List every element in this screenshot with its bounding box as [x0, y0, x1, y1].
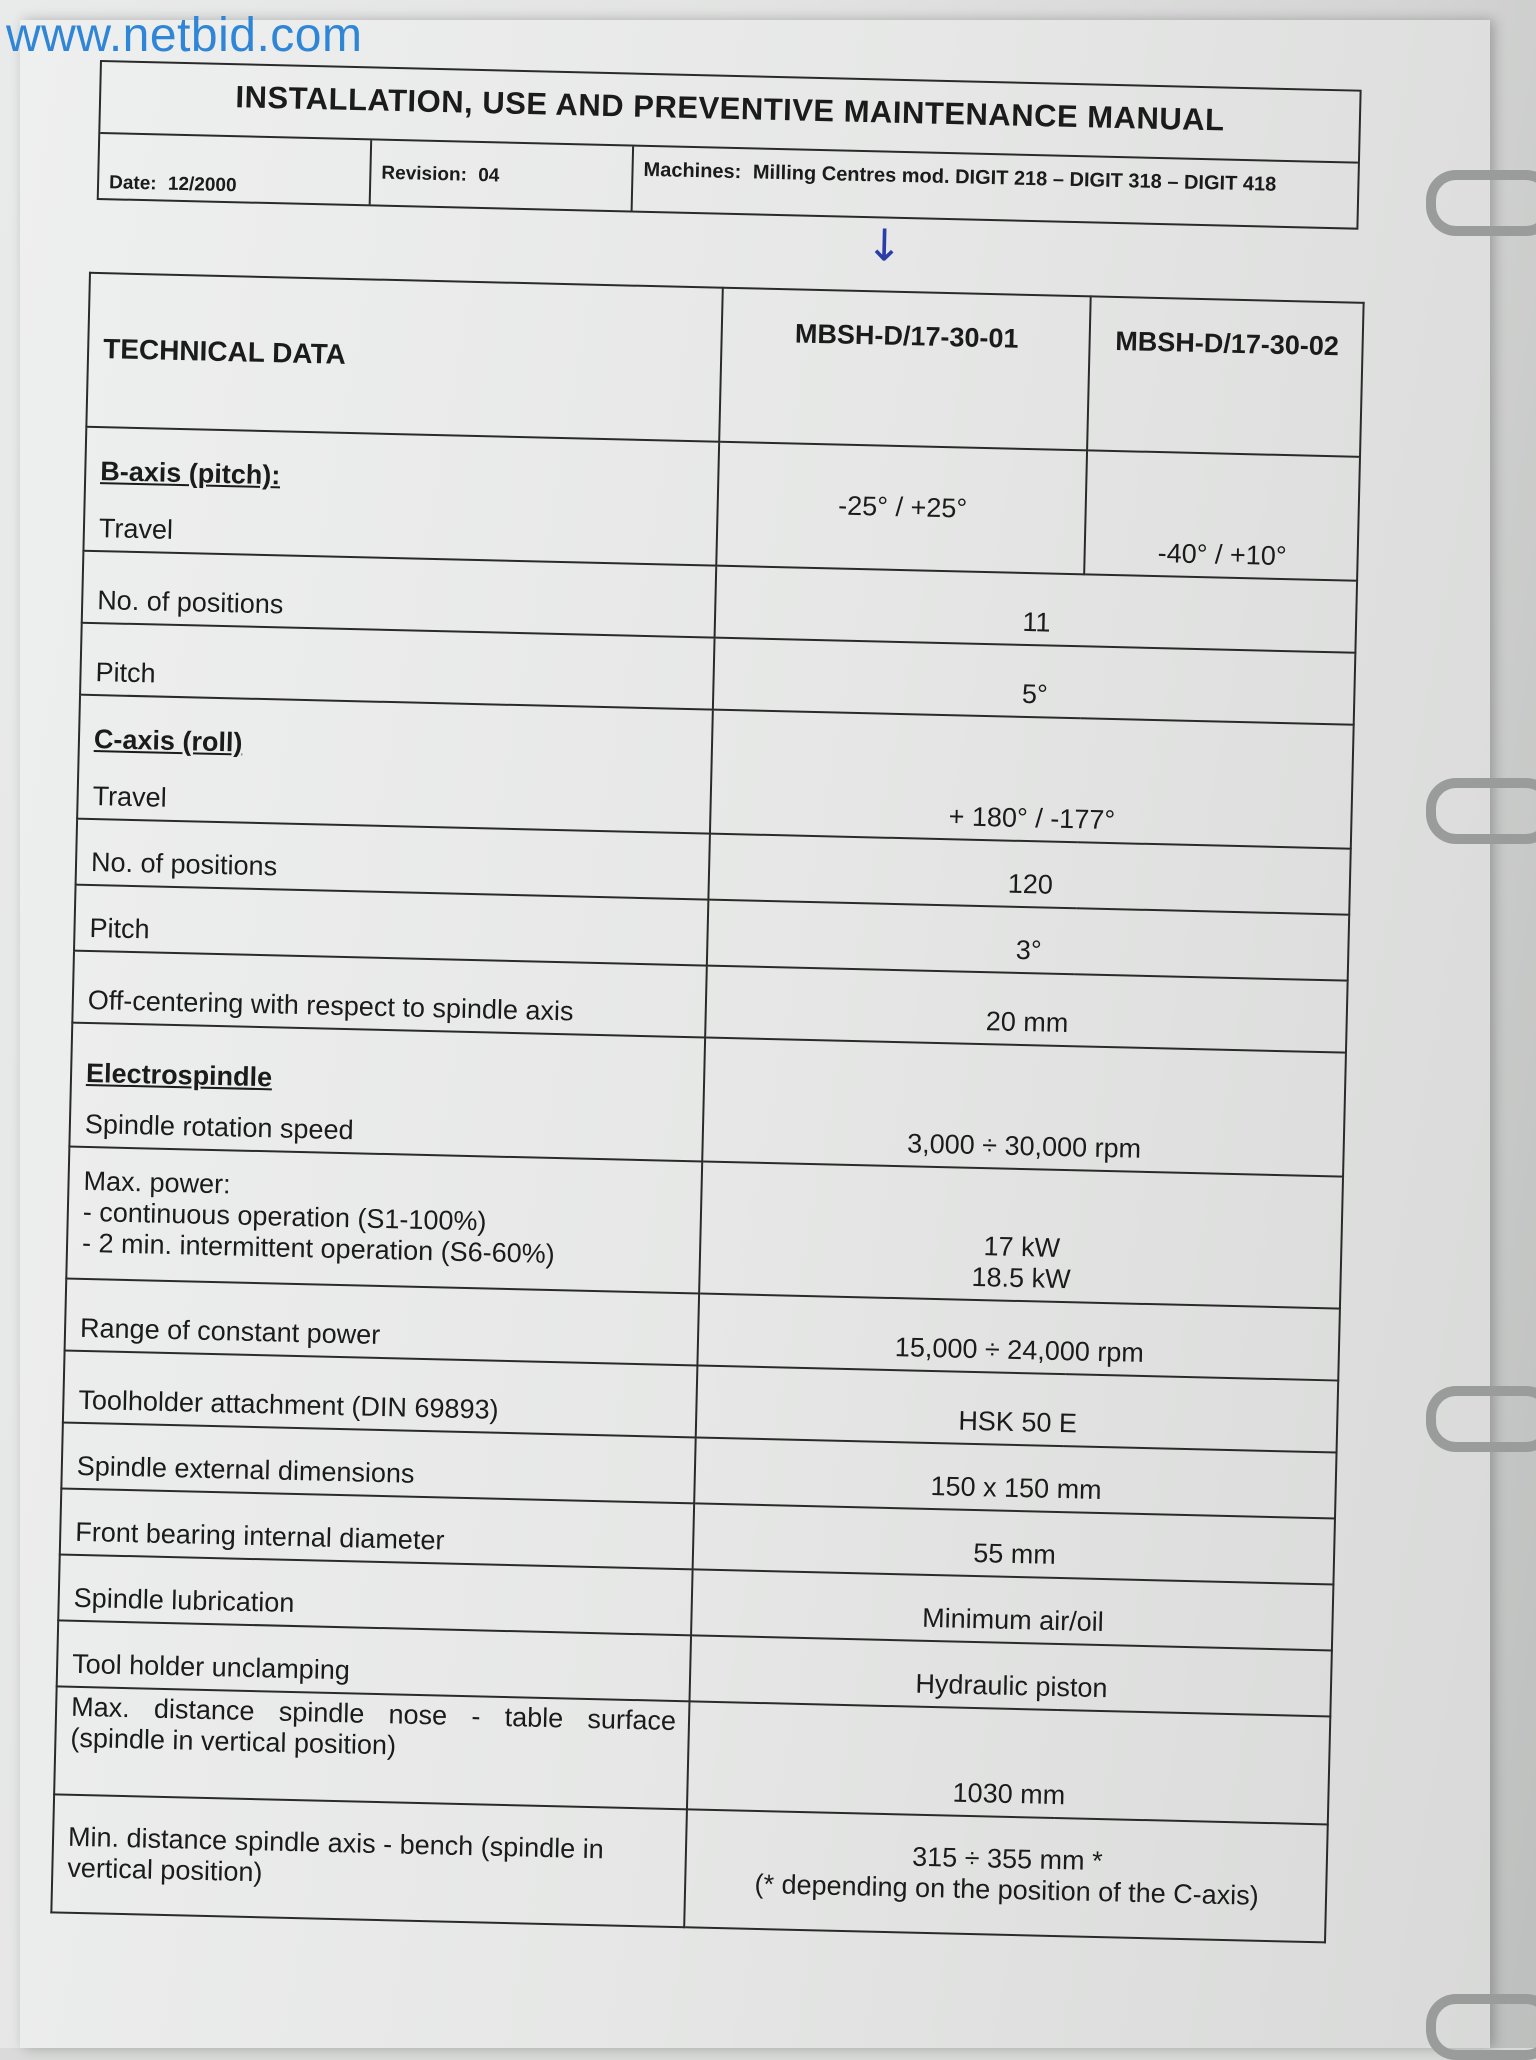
handwritten-arrow-icon: ↓ — [865, 220, 904, 272]
min-distance-note: (* depending on the position of the C-axis) — [754, 1868, 1260, 1911]
c-axis-section-heading: C-axis (roll) — [93, 724, 243, 758]
column-header-mbsh-01: MBSH-D/17-30-01 — [719, 288, 1091, 451]
c-axis-travel-value: + 180° / -177° — [710, 710, 1354, 849]
b-axis-travel-col1: -25° / +25° — [716, 442, 1087, 575]
revision-cell — [371, 140, 634, 210]
max-distance-label: Max. distance spindle nose - table surface (spindle in vertical position) — [54, 1686, 689, 1809]
watermark-url: www.netbid.com — [6, 9, 363, 62]
c-axis-pitch-label: Pitch — [74, 885, 708, 966]
machines-value: Milling Centres mod. DIGIT 218 – DIGIT 318 – DIGIT 418 — [752, 161, 1277, 196]
binder-ring — [1426, 170, 1536, 236]
front-bearing-value: 55 mm — [693, 1503, 1335, 1584]
off-centering-value: 20 mm — [705, 966, 1348, 1053]
b-axis-section-heading: B-axis (pitch): — [99, 456, 281, 491]
spindle-speed-label-cell — [69, 1023, 705, 1162]
document-header — [97, 60, 1362, 230]
date-cell — [99, 134, 372, 204]
revision-value: 04 — [477, 164, 500, 187]
c-axis-pitch-value: 3° — [707, 900, 1349, 981]
spindle-dimensions-label: Spindle external dimensions — [61, 1423, 695, 1504]
tool-unclamping-label: Tool holder unclamping — [57, 1620, 691, 1701]
min-distance-value: 315 ÷ 355 mm * — [911, 1841, 1103, 1877]
tool-unclamping-value: Hydraulic piston — [689, 1635, 1331, 1716]
binder-ring — [1426, 778, 1536, 844]
c-axis-travel-label: Travel — [92, 781, 168, 813]
table-header-row — [86, 273, 1363, 457]
front-bearing-label: Front bearing internal diameter — [60, 1488, 694, 1569]
min-distance-values — [684, 1809, 1328, 1942]
spindle-dimensions-value: 150 x 150 mm — [694, 1437, 1336, 1518]
off-centering-label: Off-centering with respect to spindle axis — [72, 951, 707, 1038]
technical-data-heading: TECHNICAL DATA — [86, 273, 722, 442]
technical-data-table — [50, 272, 1364, 1944]
b-axis-travel-label: Travel — [98, 513, 174, 545]
spindle-lubrication-value: Minimum air/oil — [691, 1569, 1333, 1650]
b-axis-pitch-label: Pitch — [80, 623, 715, 710]
max-distance-value: 1030 mm — [687, 1701, 1330, 1824]
binder-ring — [1426, 1386, 1536, 1452]
binder-rings — [1416, 0, 1536, 2048]
c-axis-positions-label: No. of positions — [76, 819, 710, 900]
machines-label: Machines: — [643, 158, 742, 184]
power-intermittent-label: - 2 min. intermittent operation (S6-60%) — [81, 1227, 556, 1269]
b-axis-positions-value: 11 — [715, 566, 1358, 653]
revision-label: Revision: — [381, 162, 468, 186]
max-power-values — [699, 1161, 1343, 1308]
max-power-label: Max. power: — [83, 1165, 231, 1199]
power-continuous-value: 17 kW — [983, 1231, 1061, 1263]
min-distance-label: Min. distance spindle axis - bench (spindle in vertical position) — [51, 1794, 687, 1927]
binder-ring — [1426, 1994, 1536, 2060]
toolholder-attachment-value: HSK 50 E — [696, 1365, 1339, 1452]
spindle-speed-value: 3,000 ÷ 30,000 rpm — [702, 1038, 1346, 1177]
spindle-lubrication-label: Spindle lubrication — [58, 1554, 692, 1635]
power-intermittent-value: 18.5 kW — [971, 1261, 1071, 1295]
constant-power-value: 15,000 ÷ 24,000 rpm — [697, 1293, 1340, 1380]
c-axis-positions-value: 120 — [708, 834, 1350, 915]
constant-power-label: Range of constant power — [65, 1279, 700, 1366]
electrospindle-section-heading: Electrospindle — [85, 1057, 273, 1093]
spindle-speed-label: Spindle rotation speed — [84, 1108, 354, 1146]
date-value: 12/2000 — [167, 173, 237, 197]
column-header-mbsh-02: MBSH-D/17-30-02 — [1087, 296, 1364, 456]
b-axis-pitch-value: 5° — [713, 638, 1356, 725]
b-axis-positions-label: No. of positions — [82, 551, 717, 638]
b-axis-travel-label-cell — [83, 427, 719, 566]
b-axis-travel-col2: -40° / +10° — [1084, 450, 1360, 580]
manual-title: INSTALLATION, USE AND PREVENTIVE MAINTENANCE MANUAL — [235, 79, 1225, 138]
max-power-label-cell — [66, 1147, 702, 1294]
toolholder-attachment-label: Toolholder attachment (DIN 69893) — [63, 1351, 698, 1438]
date-label: Date: — [108, 172, 157, 195]
c-axis-travel-label-cell — [77, 695, 713, 834]
power-continuous-label: - continuous operation (S1-100%) — [82, 1196, 487, 1236]
